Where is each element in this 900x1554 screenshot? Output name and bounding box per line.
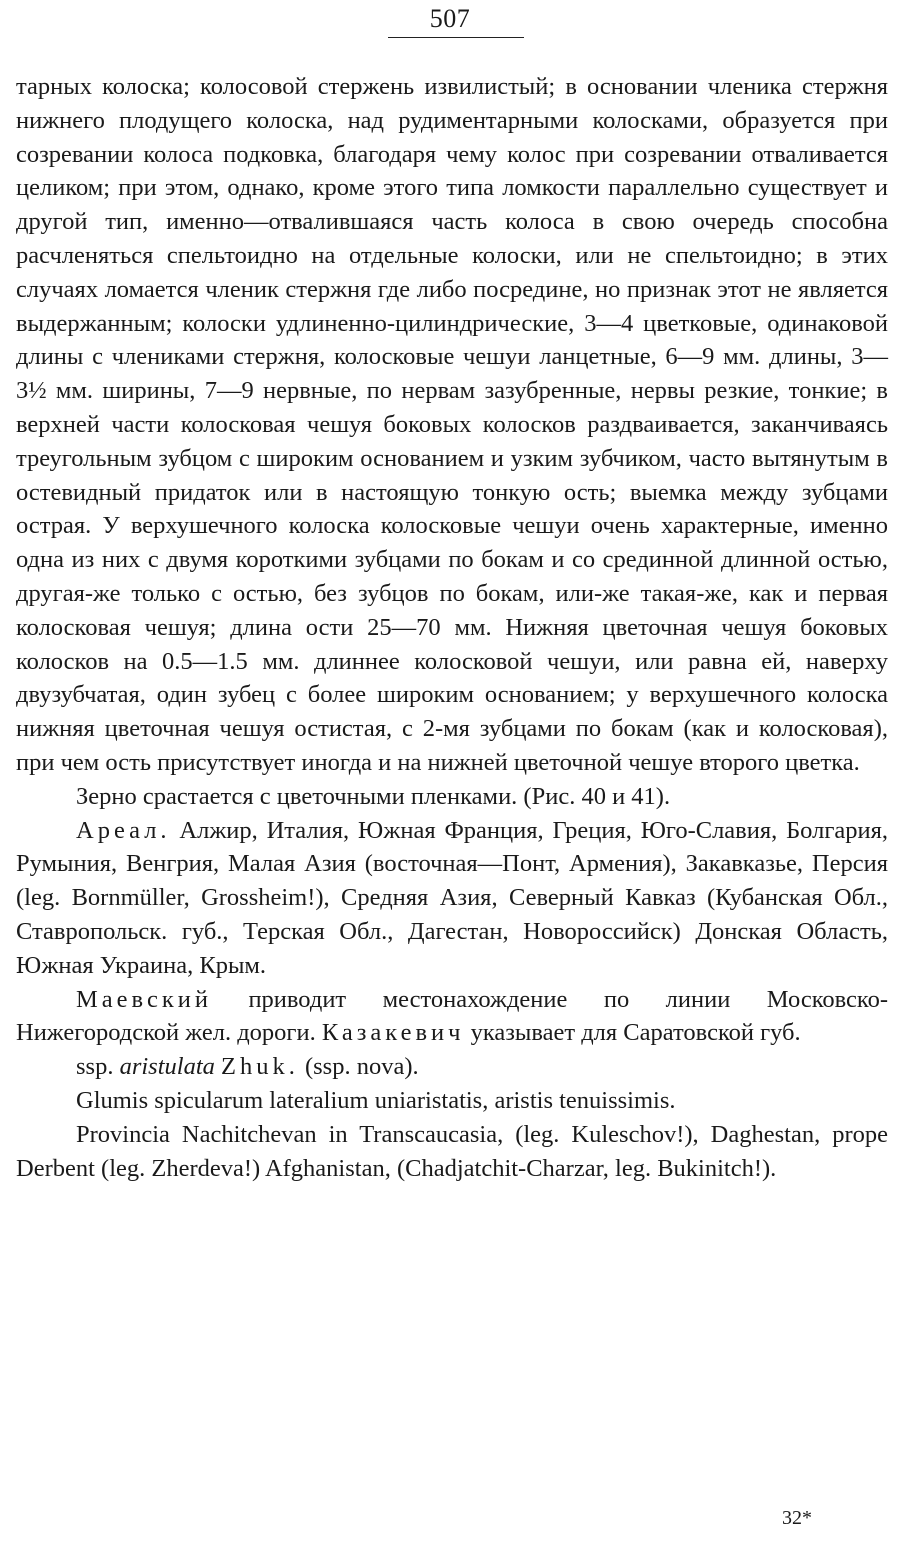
paragraph-areal — [16, 814, 888, 983]
author-kazakevich: Казакевич — [321, 1019, 465, 1047]
page-number-rule — [388, 37, 524, 38]
taxon-name: aristulata — [119, 1053, 215, 1081]
author-maevsky: Маевский — [76, 985, 212, 1013]
paragraph-subspecies — [16, 1050, 888, 1084]
paragraph-latin-distribution: Provincia Nachitchevan in Transcaucasia, (leg. Kuleschov!), Daghestan, prope Derbent (leg. Zherdeva!) Afghanistan, (Chadjatchit-Charzar, leg. Bukinitch!). — [16, 1120, 888, 1182]
paragraph-localities — [16, 983, 888, 1051]
localities-text-a: приводит местонахождение по линии Московско-Нижегородской жел. дороги. — [16, 985, 888, 1047]
ssp-suffix: (ssp. nova). — [304, 1053, 419, 1081]
page-number: 507 — [429, 4, 471, 33]
signature-mark: 32* — [782, 1507, 812, 1529]
ssp-prefix: ssp. — [76, 1053, 114, 1081]
paragraph-grain: Зерно срастается с цветочными пленками. (Рис. 40 и 41). — [76, 782, 671, 810]
body-text — [16, 70, 888, 1185]
areal-label: Ареал. — [76, 816, 171, 844]
taxon-author: Zhuk. — [221, 1053, 299, 1081]
localities-text-b: указывает для Саратовской губ. — [470, 1019, 801, 1047]
areal-text: Алжир, Италия, Южная Франция, Греция, Юго-Славия, Болгария, Румыния, Венгрия, Малая Азия (восточная—Понт, Армения), Закавказье, Персия (leg. Bornmüller, Grossheim!), Средняя Азия, Северный Кавказ (Кубанская Обл., Ставропольск. губ., Терская Обл., Дагестан, Новороссийск) Донская Область, Южная Украина, Крым. — [16, 816, 888, 979]
paragraph-latin-diagnosis: Glumis spicularum lateralium uniaristatis, aristis tenuissimis. — [76, 1086, 676, 1114]
paragraph-description: тарных колоска; колосовой стержень извилистый; в основании членика стержня нижнего плодущего колоска, над рудиментарными колосками, образуется при созревании колоса подковка, благодаря чему колос при созревании отваливается целиком; при этом, однако, кроме этого типа ломкости параллельно существует и другой тип, именно—отвалившаяся часть колоса в свою очередь способна расчленяться спельтоидно на отдельные колоски, или не спельтоидно; в этих случаях ломается членик стержня где либо посредине, но признак этот не является выдержанным; колоски удлиненно-цилиндрические, 3—4 цветковые, одинаковой длины с члениками стержня, колосковые чешуи ланцетные, 6—9 мм. длины, 3—3½ мм. ширины, 7—9 нервные, по нервам зазубренные, нервы резкие, тонкие; в верхней части колосковая чешуя боковых колосков раздваивается, заканчиваясь треугольным зубцом с широким основанием и узким зубчиком, часто вытянутым в остевидный придаток или в настоящую тонкую ость; выемка между зубцами острая. У верхушечного колоска колосковые чешуи очень характерные, именно одна из них с двумя короткими зубцами по бокам и со срединной длинной остью, другая-же только с остью, без зубцов по бокам, или-же такая-же, как и первая колосковая чешуя; длина ости 25—70 мм. Нижняя цветочная чешуя боковых колосков на 0.5—1.5 мм. длиннее колосковой чешуи, или равна ей, наверху двузубчатая, один зубец с более широким основанием; у верхушечного колоска нижняя цветочная чешуя остистая, с 2-мя зубцами по бокам (как и колосковая), при чем ость присутствует иногда и на нижней цветочной чешуе второго цветка. — [16, 73, 888, 776]
